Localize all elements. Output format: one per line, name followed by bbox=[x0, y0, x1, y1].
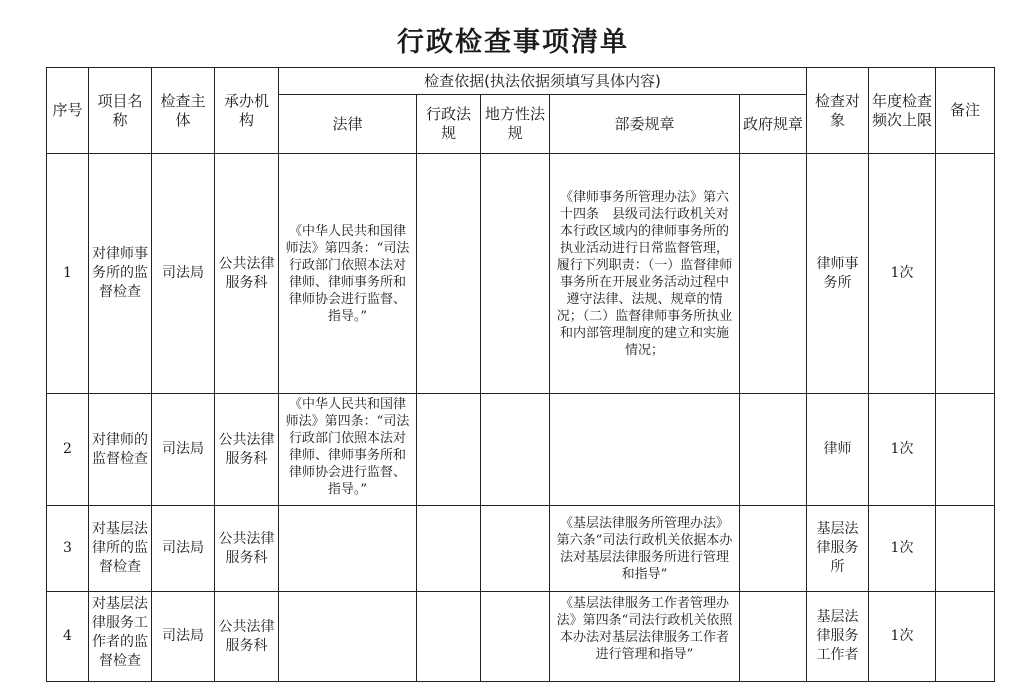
cell-subject: 司法局 bbox=[152, 394, 215, 506]
cell-law bbox=[279, 506, 417, 592]
cell-agency: 公共法律服务科 bbox=[215, 154, 279, 394]
cell-target: 律师事务所 bbox=[807, 154, 869, 394]
header-subject: 检查主体 bbox=[152, 68, 215, 154]
table-row bbox=[47, 154, 995, 394]
page-title: 行政检查事项清单 bbox=[397, 27, 629, 58]
header-target: 检查对象 bbox=[807, 68, 869, 154]
cell-government-rule bbox=[740, 394, 807, 506]
cell-agency: 公共法律服务科 bbox=[215, 592, 279, 682]
header-government-rule: 政府规章 bbox=[740, 95, 807, 154]
cell-agency: 公共法律服务科 bbox=[215, 394, 279, 506]
header-department-rule: 部委规章 bbox=[550, 95, 740, 154]
cell-admin-regulation bbox=[417, 592, 481, 682]
cell-frequency: 1次 bbox=[869, 154, 936, 394]
table-row bbox=[47, 592, 995, 682]
cell-frequency: 1次 bbox=[869, 394, 936, 506]
cell-law: 《中华人民共和国律师法》第四条：“司法行政部门依照本法对律师、律师事务所和律师协会进行监督、指导。” bbox=[285, 397, 410, 497]
cell-target: 基层法律服务所 bbox=[807, 506, 869, 592]
cell-admin-regulation bbox=[417, 506, 481, 592]
cell-item-name: 对基层法律所的监督检查 bbox=[89, 506, 152, 592]
header-frequency: 年度检查频次上限 bbox=[869, 68, 936, 154]
cell-local-regulation bbox=[481, 592, 550, 682]
cell-local-regulation bbox=[481, 506, 550, 592]
cell-item-name: 对律师的监督检查 bbox=[89, 394, 152, 506]
header-basis-group: 检查依据(执法依据须填写具体内容) bbox=[279, 68, 807, 95]
header-law: 法律 bbox=[279, 95, 417, 154]
cell-seq: 4 bbox=[47, 592, 89, 682]
cell-item-name: 对律师事务所的监督检查 bbox=[89, 154, 152, 394]
cell-subject: 司法局 bbox=[152, 154, 215, 394]
cell-subject: 司法局 bbox=[152, 592, 215, 682]
cell-department-rule bbox=[550, 394, 740, 506]
cell-law: 《中华人民共和国律师法》第四条：“司法行政部门依照本法对律师、律师事务所和律师协会进行监督、指导。” bbox=[279, 154, 417, 394]
cell-law bbox=[279, 592, 417, 682]
cell-frequency: 1次 bbox=[869, 592, 936, 682]
cell-government-rule bbox=[740, 592, 807, 682]
cell-admin-regulation bbox=[417, 154, 481, 394]
cell-frequency: 1次 bbox=[869, 506, 936, 592]
cell-target: 基层法律服务工作者 bbox=[807, 592, 869, 682]
header-admin-regulation: 行政法规 bbox=[417, 95, 481, 154]
inspection-table bbox=[46, 67, 995, 682]
cell-seq: 3 bbox=[47, 506, 89, 592]
cell-target: 律师 bbox=[807, 394, 869, 506]
cell-remark bbox=[936, 154, 995, 394]
table-row bbox=[47, 394, 995, 506]
cell-admin-regulation bbox=[417, 394, 481, 506]
cell-local-regulation bbox=[481, 154, 550, 394]
cell-agency: 公共法律服务科 bbox=[215, 506, 279, 592]
cell-department-rule: 《律师事务所管理办法》第六十四条 县级司法行政机关对本行政区域内的律师事务所的执业活动进行日常监督管理，履行下列职责：（一）监督律师事务所在开展业务活动过程中遵守法律、法规、规章的情况；（二）监督律师事务所执业和内部管理制度的建立和实施情况； bbox=[550, 154, 740, 394]
cell-item-name: 对基层法律服务工作者的监督检查 bbox=[89, 592, 152, 682]
cell-subject: 司法局 bbox=[152, 506, 215, 592]
cell-remark bbox=[936, 592, 995, 682]
cell-law-container bbox=[279, 394, 417, 506]
cell-government-rule bbox=[740, 506, 807, 592]
header-agency: 承办机构 bbox=[215, 68, 279, 154]
cell-seq: 2 bbox=[47, 394, 89, 506]
header-local-regulation: 地方性法规 bbox=[481, 95, 550, 154]
header-seq: 序号 bbox=[47, 68, 89, 154]
cell-department-rule: 《基层法律服务工作者管理办法》第四条“司法行政机关依照本办法对基层法律服务工作者进行管理和指导” bbox=[550, 592, 740, 682]
cell-department-rule: 《基层法律服务所管理办法》第六条“司法行政机关依据本办法对基层法律服务所进行管理和指导” bbox=[550, 506, 740, 592]
cell-remark bbox=[936, 506, 995, 592]
cell-local-regulation bbox=[481, 394, 550, 506]
cell-government-rule bbox=[740, 154, 807, 394]
header-item-name: 项目名称 bbox=[89, 68, 152, 154]
header-remark: 备注 bbox=[936, 68, 995, 154]
table-row bbox=[47, 506, 995, 592]
cell-remark bbox=[936, 394, 995, 506]
cell-seq: 1 bbox=[47, 154, 89, 394]
